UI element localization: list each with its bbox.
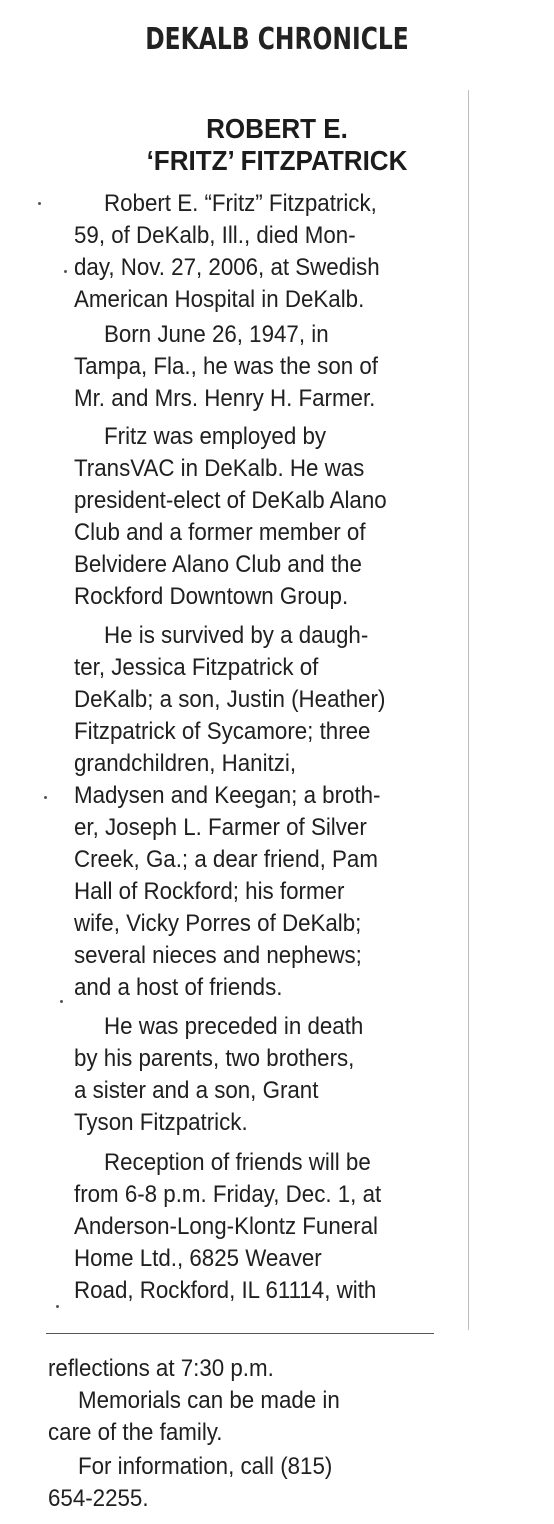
scan-speck — [60, 1000, 63, 1003]
body-line: several nieces and nephews; — [74, 942, 362, 969]
headline-line-2: ‘FRITZ’ FITZPATRICK — [146, 145, 408, 176]
body-line: grandchildren, Hanitzi, — [74, 750, 297, 777]
body-line: Club and a former member of — [74, 519, 366, 546]
body-line: wife, Vicky Porres of DeKalb; — [74, 910, 362, 937]
clipping-divider — [46, 1333, 434, 1334]
scan-speck — [44, 796, 47, 799]
body-line: Robert E. “Fritz” Fitzpatrick, — [104, 190, 377, 217]
body-line: president-elect of DeKalb Alano — [74, 487, 387, 514]
body-line: Fritz was employed by — [104, 423, 327, 450]
scan-speck — [64, 270, 67, 273]
body-line: He is survived by a daugh- — [104, 622, 369, 649]
body-line: and a host of friends. — [74, 974, 283, 1001]
body-line: DeKalb; a son, Justin (Heather) — [74, 686, 386, 713]
body-line: Belvidere Alano Club and the — [74, 551, 362, 578]
body-line: Tampa, Fla., he was the son of — [74, 353, 378, 380]
body-line: a sister and a son, Grant — [74, 1077, 319, 1104]
body-line: Rockford Downtown Group. — [74, 583, 349, 610]
body-line: He was preceded in death — [104, 1013, 364, 1040]
masthead: DEKALB CHRONICLE — [145, 22, 409, 57]
body-line: Madysen and Keegan; a broth- — [74, 782, 381, 809]
scan-speck — [56, 1305, 59, 1308]
body-line: day, Nov. 27, 2006, at Swedish — [74, 254, 380, 281]
continued-line: 654-2255. — [48, 1485, 149, 1512]
scan-speck — [38, 202, 41, 205]
continued-line: For information, call (815) — [78, 1453, 333, 1480]
body-line: Mr. and Mrs. Henry H. Farmer. — [74, 385, 376, 412]
body-line: by his parents, two brothers, — [74, 1045, 355, 1072]
body-line: Creek, Ga.; a dear friend, Pam — [74, 846, 378, 873]
body-line: ter, Jessica Fitzpatrick of — [74, 654, 319, 681]
body-line: Home Ltd., 6825 Weaver — [74, 1245, 322, 1272]
body-line: Anderson-Long-Klontz Funeral — [74, 1213, 378, 1240]
body-line: Tyson Fitzpatrick. — [74, 1109, 248, 1136]
body-line: Road, Rockford, IL 61114, with — [74, 1277, 377, 1304]
body-line: Reception of friends will be — [104, 1149, 371, 1176]
body-line: Fitzpatrick of Sycamore; three — [74, 718, 371, 745]
body-line: Hall of Rockford; his former — [74, 878, 345, 905]
body-line: Born June 26, 1947, in — [104, 321, 329, 348]
continued-line: Memorials can be made in — [78, 1387, 340, 1414]
headline-line-1: ROBERT E. — [206, 113, 348, 144]
body-line: from 6-8 p.m. Friday, Dec. 1, at — [74, 1181, 382, 1208]
column-rule — [468, 90, 469, 1330]
body-line: 59, of DeKalb, Ill., died Mon- — [74, 222, 356, 249]
continued-line: reflections at 7:30 p.m. — [48, 1355, 274, 1382]
body-line: TransVAC in DeKalb. He was — [74, 455, 365, 482]
continued-line: care of the family. — [48, 1419, 223, 1446]
body-line: er, Joseph L. Farmer of Silver — [74, 814, 367, 841]
body-line: American Hospital in DeKalb. — [74, 286, 365, 313]
